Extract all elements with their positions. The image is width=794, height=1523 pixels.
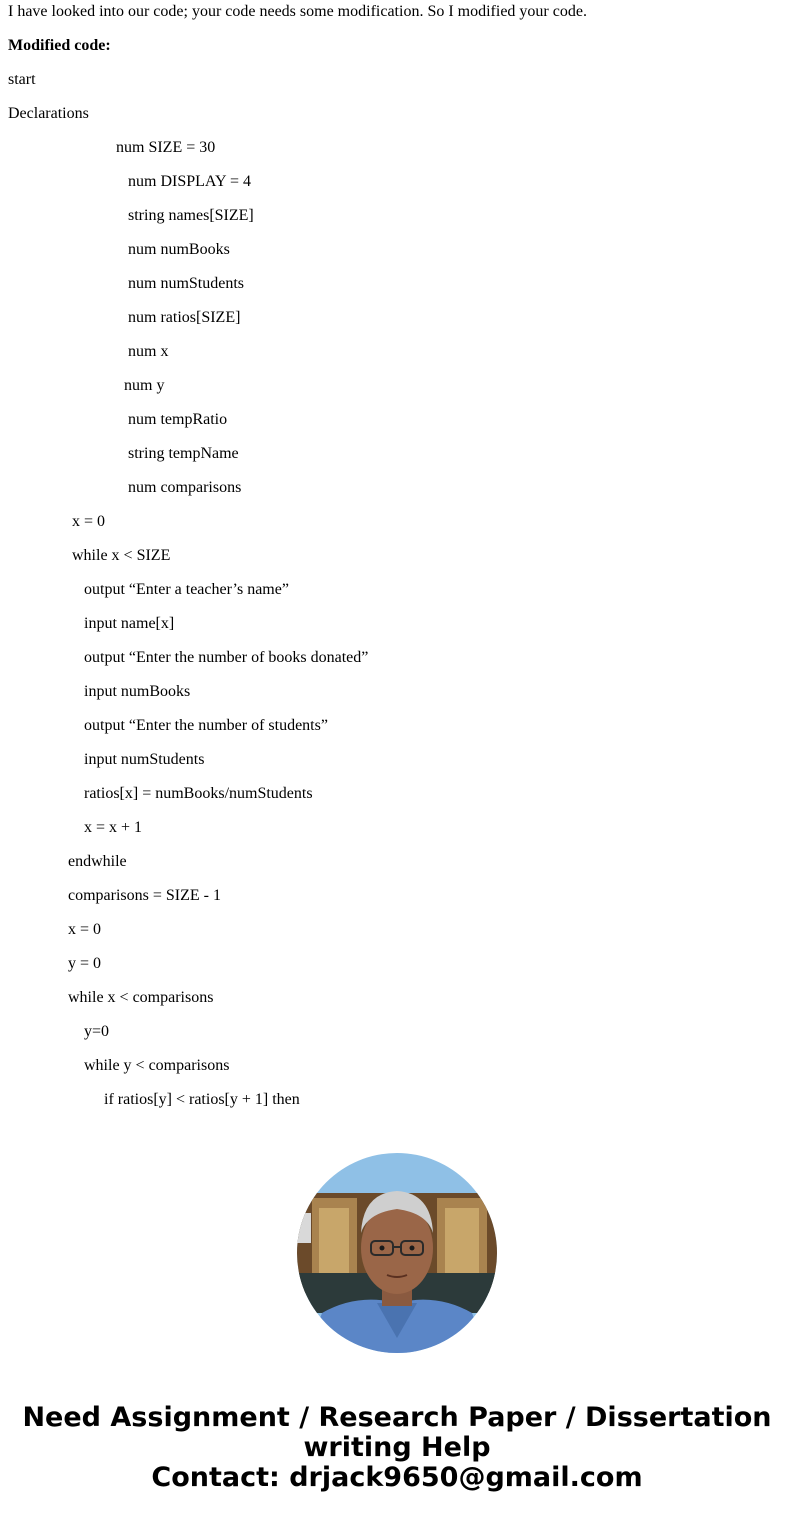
footer-line-2: writing Help — [303, 1432, 491, 1463]
code-line: output “Enter a teacher’s name” — [84, 581, 289, 598]
code-line: num SIZE = 30 — [116, 139, 216, 156]
footer-contact-email: Contact: drjack9650@gmail.com — [151, 1462, 643, 1493]
code-line: string names[SIZE] — [128, 207, 254, 224]
code-line: start — [8, 71, 36, 88]
code-line: num DISPLAY = 4 — [128, 173, 251, 190]
code-line: output “Enter the number of students” — [84, 717, 328, 734]
code-line: x = x + 1 — [84, 819, 143, 836]
code-line: comparisons = SIZE - 1 — [68, 887, 221, 904]
code-line: y=0 — [84, 1023, 110, 1040]
code-line: input name[x] — [84, 615, 175, 632]
code-line: num y — [124, 377, 165, 394]
code-line: Declarations — [8, 105, 89, 122]
code-line: while y < comparisons — [84, 1057, 230, 1074]
code-line: while x < comparisons — [68, 989, 214, 1006]
code-line: num tempRatio — [128, 411, 228, 428]
code-line: endwhile — [68, 853, 127, 870]
intro-text: I have looked into our code; your code needs some modification. So I modified your code. — [8, 3, 587, 20]
modified-code-heading: Modified code: — [8, 37, 111, 54]
code-line: x = 0 — [72, 513, 106, 530]
document-body — [8, 0, 786, 1122]
code-line: while x < SIZE — [72, 547, 171, 564]
code-line: input numStudents — [84, 751, 205, 768]
code-line: x = 0 — [68, 921, 102, 938]
code-line: num x — [128, 343, 169, 360]
code-line: string tempName — [128, 445, 239, 462]
author-portrait-icon — [297, 1153, 497, 1353]
footer-contact — [0, 1403, 794, 1493]
author-avatar — [297, 1153, 497, 1353]
code-line: num comparisons — [128, 479, 242, 496]
footer-line-1: Need Assignment / Research Paper / Dissertation — [22, 1402, 772, 1433]
code-line: input numBooks — [84, 683, 191, 700]
code-line: if ratios[y] < ratios[y + 1] then — [104, 1091, 300, 1108]
code-line: output “Enter the number of books donated” — [84, 649, 369, 666]
code-line: ratios[x] = numBooks/numStudents — [84, 785, 313, 802]
code-line: num ratios[SIZE] — [128, 309, 241, 326]
code-line: y = 0 — [68, 955, 102, 972]
code-line: num numBooks — [128, 241, 230, 258]
code-line: num numStudents — [128, 275, 245, 292]
code-block — [8, 68, 786, 1122]
